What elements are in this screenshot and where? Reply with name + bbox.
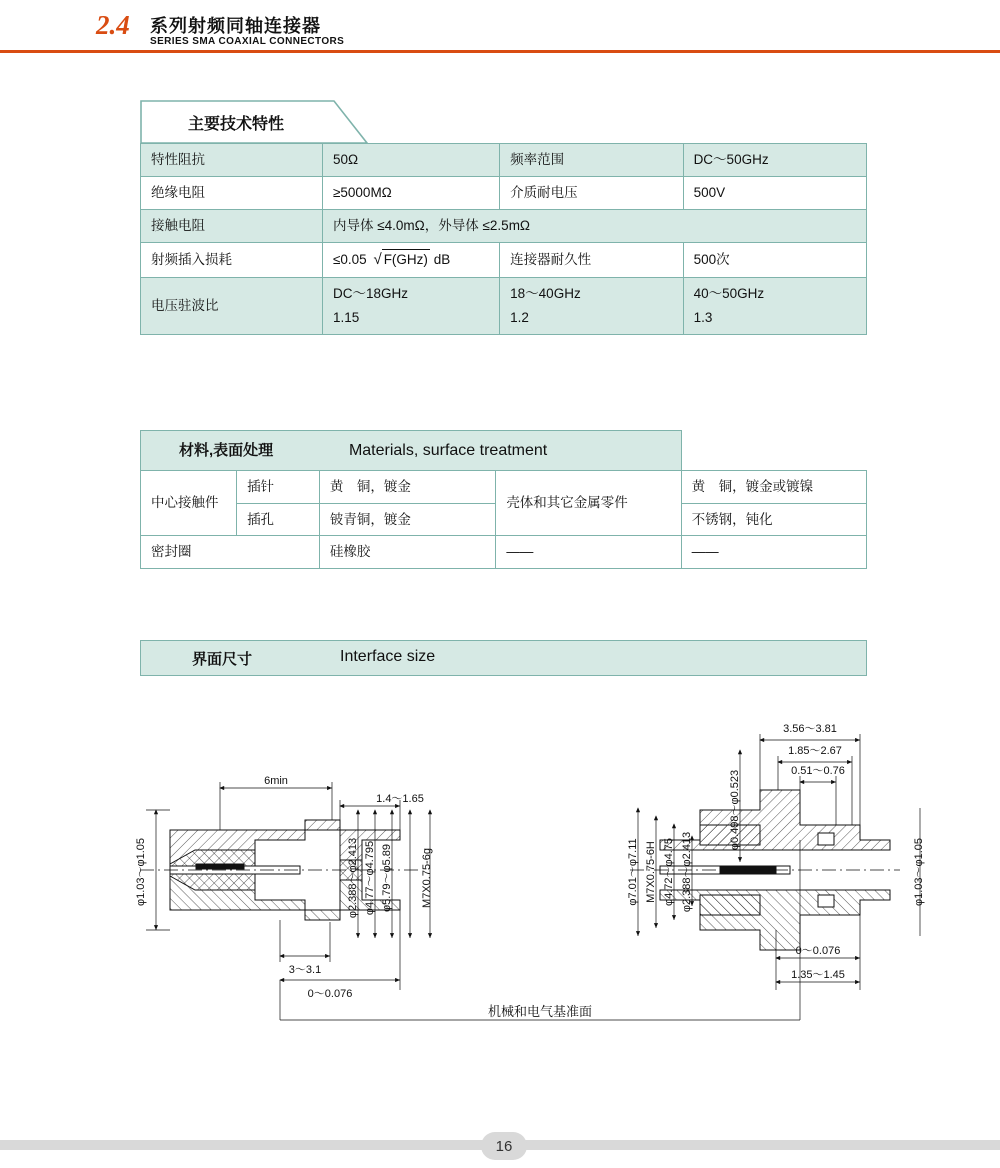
table-row — [141, 277, 867, 306]
dim-label: φ1.03～φ1.05 — [913, 837, 925, 907]
cell-value: DC～18GHz — [323, 277, 500, 306]
materials-header-en: Materials, surface treatment — [348, 442, 548, 459]
cell-label: 射频插入损耗 — [141, 243, 323, 278]
materials-header-cn: 材料,表面处理 — [179, 442, 274, 459]
dim-label: M7X0.75-6H — [645, 841, 657, 903]
sqrt-suffix: dB — [433, 252, 451, 267]
cell-value: 500V — [683, 177, 866, 210]
cell-label: 密封圈 — [141, 536, 320, 569]
cell-value: 黄 铜，镀金 — [319, 471, 495, 504]
dim-label: φ4.77～φ4.795 — [364, 840, 376, 916]
table-row — [141, 471, 867, 504]
header-divider — [0, 50, 1000, 53]
cell-value: DC～50GHz — [683, 144, 866, 177]
cell-value: —— — [681, 536, 866, 569]
interface-drawing-svg — [100, 690, 925, 1050]
dim-label: 6min — [264, 775, 288, 787]
dim-label: 0～0.076 — [795, 945, 841, 957]
table-row — [141, 431, 867, 471]
dim-label: φ2.388～φ2.413 — [347, 837, 359, 919]
dim-label: φ5.79～φ5.89 — [381, 843, 393, 913]
cell-value-sqrt — [323, 243, 500, 278]
header-title-cn: 系列射频同轴连接器 — [150, 16, 321, 36]
sqrt-radicand: F(GHz) — [382, 249, 430, 270]
cell-value: 不锈钢，钝化 — [681, 503, 866, 536]
sqrt-prefix: ≤0.05 — [333, 252, 367, 267]
table-row — [141, 177, 867, 210]
cell-label: 特性阻抗 — [141, 144, 323, 177]
dim-label: 1.85～2.67 — [788, 745, 842, 757]
left-connector-body — [140, 820, 420, 920]
dim-label: 0～0.076 — [307, 988, 353, 1000]
cell-label: 接触电阻 — [141, 210, 323, 243]
section1-tab — [140, 100, 368, 143]
cell-value: 40～50GHz — [683, 277, 866, 306]
cell-label: 插针 — [237, 471, 320, 504]
cell-value: 内导体 ≤4.0mΩ，外导体 ≤2.5mΩ — [323, 210, 867, 243]
dim-label: 3.56～3.81 — [783, 723, 837, 735]
logo-number: 2.4 — [96, 10, 130, 40]
baseline-label: 机械和电气基准面 — [487, 1004, 593, 1019]
table-row — [141, 144, 867, 177]
materials-table — [140, 430, 867, 569]
sqrt-expression — [370, 249, 429, 271]
materials-header — [141, 431, 682, 471]
dim-label: φ1.03～φ1.05 — [135, 837, 147, 907]
cell-label: 中心接触件 — [141, 471, 237, 536]
dim-label: M7X0.75-6g — [421, 848, 433, 908]
dim-label: 0.51～0.76 — [791, 765, 845, 777]
cell-label: 绝缘电阻 — [141, 177, 323, 210]
cell-value: 1.15 — [323, 306, 500, 335]
cell-value: 铍青铜，镀金 — [319, 503, 495, 536]
sqrt-symbol: √ — [373, 251, 382, 268]
page-header — [0, 0, 1000, 52]
page-number: 16 — [495, 1138, 513, 1155]
table-row — [141, 536, 867, 569]
cell-value: ≥5000MΩ — [323, 177, 500, 210]
table-row — [141, 210, 867, 243]
cell-value: 500次 — [683, 243, 866, 278]
cell-label: 连接器耐久性 — [500, 243, 683, 278]
dim-label: φ4.72～φ4.75 — [663, 837, 675, 907]
interface-size-title-en: Interface size — [340, 648, 436, 665]
cell-label: 频率范围 — [500, 144, 683, 177]
table-row — [141, 243, 867, 278]
interface-size-title-cn: 界面尺寸 — [192, 651, 253, 668]
interface-drawings — [100, 690, 925, 1050]
cell-value: 黄 铜，镀金或镀镍 — [681, 471, 866, 504]
dim-label: φ7.01～φ7.11 — [627, 838, 639, 906]
cell-label: 介质耐电压 — [500, 177, 683, 210]
cell-label: 插孔 — [237, 503, 320, 536]
header-title-en: SERIES SMA COAXIAL CONNECTORS — [150, 36, 345, 47]
dim-label: 3～3.1 — [288, 964, 322, 976]
dim-label: 1.4～1.65 — [376, 793, 424, 805]
cell-value: 硅橡胶 — [319, 536, 495, 569]
cell-value: 18～40GHz — [500, 277, 683, 306]
dim-label: 1.35～1.45 — [791, 969, 845, 981]
cell-value: 1.3 — [683, 306, 866, 335]
tech-specs-table — [140, 143, 867, 335]
cell-label: 壳体和其它金属零件 — [496, 471, 681, 536]
cell-value: 1.2 — [500, 306, 683, 335]
cell-label: 电压驻波比 — [141, 277, 323, 334]
cell-value: 50Ω — [323, 144, 500, 177]
dim-label: φ2.388～φ2.413 — [681, 831, 693, 913]
dim-label: φ0.498～φ0.523 — [729, 769, 741, 851]
cell-value: —— — [496, 536, 681, 569]
section1-tab-label: 主要技术特性 — [188, 116, 285, 133]
